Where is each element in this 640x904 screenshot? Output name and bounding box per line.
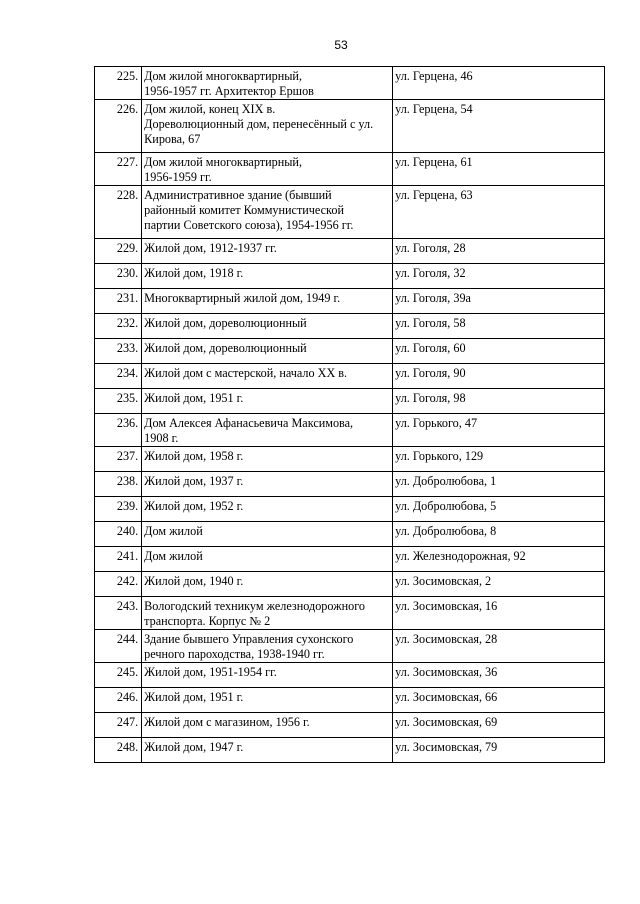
- row-number: 228.: [95, 186, 142, 239]
- table-row: [95, 522, 605, 547]
- row-number: 235.: [95, 389, 142, 414]
- row-number: 230.: [95, 264, 142, 289]
- table-row: [95, 663, 605, 688]
- row-number: 247.: [95, 713, 142, 738]
- row-number: 227.: [95, 153, 142, 186]
- object-address: ул. Гоголя, 90: [393, 364, 605, 389]
- row-number: 226.: [95, 100, 142, 153]
- object-address: ул. Герцена, 46: [393, 67, 605, 100]
- object-address: ул. Герцена, 54: [393, 100, 605, 153]
- table-row: [95, 597, 605, 630]
- object-description: Дом жилой многоквартирный, 1956-1959 гг.: [142, 153, 393, 186]
- table-row: [95, 239, 605, 264]
- row-number: 238.: [95, 472, 142, 497]
- table-row: [95, 630, 605, 663]
- object-address: ул. Зосимовская, 2: [393, 572, 605, 597]
- object-address: ул. Гоголя, 28: [393, 239, 605, 264]
- heritage-listing-table: [94, 66, 605, 763]
- object-description: Жилой дом, 1951-1954 гг.: [142, 663, 393, 688]
- table-row: [95, 447, 605, 472]
- object-description: Вологодский техникум железнодорожного транспорта. Корпус № 2: [142, 597, 393, 630]
- object-address: ул. Гоголя, 39а: [393, 289, 605, 314]
- row-number: 245.: [95, 663, 142, 688]
- object-description: Жилой дом с мастерской, начало XX в.: [142, 364, 393, 389]
- object-address: ул. Герцена, 61: [393, 153, 605, 186]
- row-number: 243.: [95, 597, 142, 630]
- table-body: [95, 67, 605, 763]
- table-row: [95, 738, 605, 763]
- object-address: ул. Горького, 129: [393, 447, 605, 472]
- object-description: Жилой дом, 1937 г.: [142, 472, 393, 497]
- row-number: 234.: [95, 364, 142, 389]
- object-description: Жилой дом, 1947 г.: [142, 738, 393, 763]
- row-number: 237.: [95, 447, 142, 472]
- object-address: ул. Зосимовская, 36: [393, 663, 605, 688]
- object-description: Жилой дом, 1918 г.: [142, 264, 393, 289]
- table-row: [95, 153, 605, 186]
- table-row: [95, 364, 605, 389]
- table-row: [95, 472, 605, 497]
- table-row: [95, 414, 605, 447]
- object-description: Дом жилой: [142, 522, 393, 547]
- object-description: Жилой дом, дореволюционный: [142, 314, 393, 339]
- object-address: ул. Гоголя, 60: [393, 339, 605, 364]
- table-row: [95, 389, 605, 414]
- table-row: [95, 713, 605, 738]
- object-description: Жилой дом, 1951 г.: [142, 688, 393, 713]
- row-number: 241.: [95, 547, 142, 572]
- object-address: ул. Гоголя, 32: [393, 264, 605, 289]
- row-number: 244.: [95, 630, 142, 663]
- object-description: Дом жилой многоквартирный, 1956-1957 гг. Архитектор Ершов: [142, 67, 393, 100]
- row-number: 246.: [95, 688, 142, 713]
- object-description: Многоквартирный жилой дом, 1949 г.: [142, 289, 393, 314]
- object-address: ул. Зосимовская, 69: [393, 713, 605, 738]
- object-address: ул. Добролюбова, 1: [393, 472, 605, 497]
- object-description: Дом Алексея Афанасьевича Максимова, 1908 г.: [142, 414, 393, 447]
- object-description: Жилой дом, 1912-1937 гг.: [142, 239, 393, 264]
- row-number: 232.: [95, 314, 142, 339]
- object-address: ул. Зосимовская, 79: [393, 738, 605, 763]
- object-description: Дом жилой, конец XIX в. Дореволюционный дом, перенесённый с ул. Кирова, 67: [142, 100, 393, 153]
- row-number: 225.: [95, 67, 142, 100]
- table-row: [95, 547, 605, 572]
- object-description: Жилой дом, 1940 г.: [142, 572, 393, 597]
- table-row: [95, 289, 605, 314]
- object-address: ул. Добролюбова, 5: [393, 497, 605, 522]
- object-address: ул. Железнодорожная, 92: [393, 547, 605, 572]
- object-address: ул. Зосимовская, 16: [393, 597, 605, 630]
- object-address: ул. Зосимовская, 28: [393, 630, 605, 663]
- object-description: Жилой дом, 1951 г.: [142, 389, 393, 414]
- row-number: 240.: [95, 522, 142, 547]
- table-row: [95, 497, 605, 522]
- object-address: ул. Добролюбова, 8: [393, 522, 605, 547]
- object-address: ул. Горького, 47: [393, 414, 605, 447]
- row-number: 248.: [95, 738, 142, 763]
- object-address: ул. Герцена, 63: [393, 186, 605, 239]
- table-row: [95, 314, 605, 339]
- row-number: 231.: [95, 289, 142, 314]
- object-description: Административное здание (бывший районный комитет Коммунистической партии Советского союза), 1954-1956 гг.: [142, 186, 393, 239]
- row-number: 229.: [95, 239, 142, 264]
- object-description: Жилой дом с магазином, 1956 г.: [142, 713, 393, 738]
- object-description: Здание бывшего Управления сухонского речного пароходства, 1938-1940 гг.: [142, 630, 393, 663]
- object-description: Дом жилой: [142, 547, 393, 572]
- object-description: Жилой дом, дореволюционный: [142, 339, 393, 364]
- row-number: 239.: [95, 497, 142, 522]
- row-number: 233.: [95, 339, 142, 364]
- table-row: [95, 186, 605, 239]
- row-number: 236.: [95, 414, 142, 447]
- object-address: ул. Зосимовская, 66: [393, 688, 605, 713]
- object-address: ул. Гоголя, 98: [393, 389, 605, 414]
- row-number: 242.: [95, 572, 142, 597]
- object-description: Жилой дом, 1958 г.: [142, 447, 393, 472]
- table-row: [95, 100, 605, 153]
- table-row: [95, 264, 605, 289]
- table-row: [95, 688, 605, 713]
- table-row: [95, 339, 605, 364]
- object-address: ул. Гоголя, 58: [393, 314, 605, 339]
- object-description: Жилой дом, 1952 г.: [142, 497, 393, 522]
- table-row: [95, 572, 605, 597]
- page-number: 53: [334, 38, 348, 52]
- table-row: [95, 67, 605, 100]
